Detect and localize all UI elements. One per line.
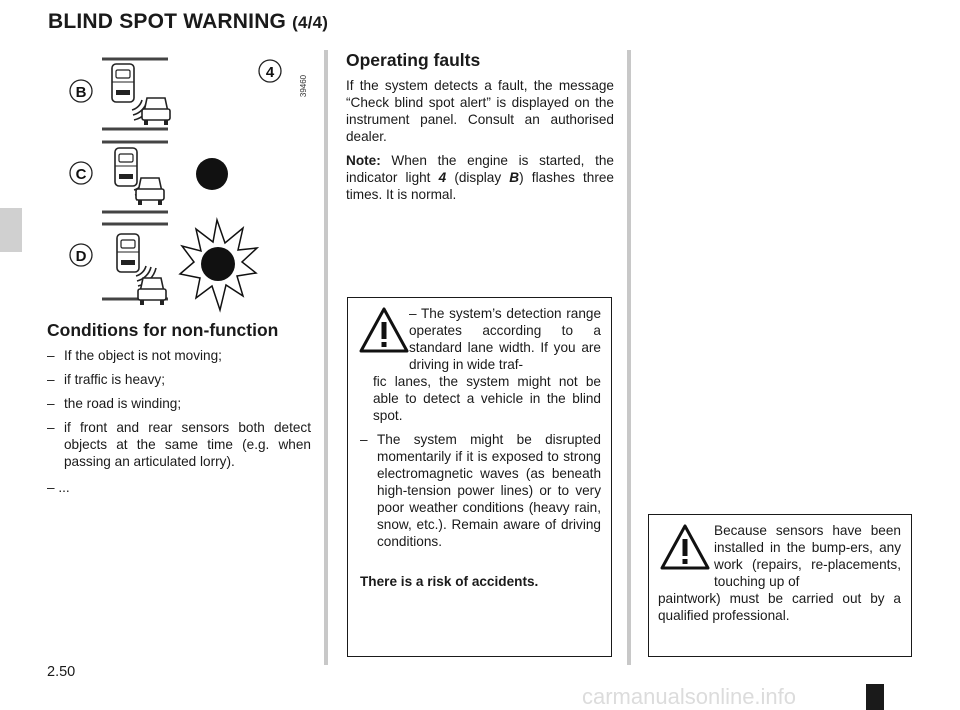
section-tab [0,208,22,252]
callout-4-label: 4 [265,64,275,81]
warning-1-item-2: – The system might be disrupted momentarily if it is exposed to strong electromagnetic waves (as beneath high-tension power lines) or to very poor weather conditions (heavy rain, snow, etc.). Remain aware of driving conditions. [360,432,601,549]
list-item: – if front and rear sensors both detect objects at the same time (e.g. when passing an articulated lorry). [47,420,311,469]
warning-2-text-rest: paintwork) must be carried out by a qualified professional. [658,591,901,623]
warning-1-item-1-start: – The system’s detection range operates according to a standard lane width. If you are driving in wide traf- [409,306,601,372]
conditions-list [47,347,311,477]
blind-spot-figure [60,48,310,313]
label-c: C [75,166,87,183]
list-item: – the road is winding; [47,396,182,411]
corner-tab [866,684,884,710]
label-d: D [75,248,87,265]
display-b [102,59,170,129]
warning-box-sensors [648,514,912,657]
indicator-light-flashing [201,247,235,281]
column-divider-left [324,50,328,665]
warning-1-item-1-rest: fic lanes, the system might not be able to detect a vehicle in the blind spot. [373,374,601,423]
footer-watermark: carmanualsonline.info [582,684,797,709]
column-divider-right [627,50,631,665]
warning-triangle-icon [659,523,711,571]
warning-triangle-icon [358,306,410,354]
display-d [102,220,257,310]
operating-faults-heading: Operating faults [346,50,481,70]
page-number: 2.50 [47,664,76,680]
operating-faults-note: Note: When the engine is started, the indicator light 4 (display B) flashes three times. It is normal. [346,153,614,202]
warning-2-text-start: Because sensors have been installed in the bump-ers, any work (repairs, re-placements, touching up of [714,523,901,589]
warning-box-detection [347,297,612,657]
page-title: BLIND SPOT WARNING (4/4) [48,10,329,33]
figure-ref-code: 39460 [299,74,308,98]
display-c [102,142,228,212]
list-item: – If the object is not moving; [47,348,222,363]
conditions-heading: Conditions for non-function [47,320,279,340]
conditions-ellipsis: – ... [47,480,70,495]
label-b: B [75,84,87,101]
operating-faults-text: If the system detects a fault, the message “Check blind spot alert” is displayed on the instrument panel. Consult an authorised dealer. [346,78,614,144]
warning-1-risk: There is a risk of accidents. [360,574,539,589]
indicator-light-on [196,158,228,190]
list-item: – if traffic is heavy; [47,372,165,387]
